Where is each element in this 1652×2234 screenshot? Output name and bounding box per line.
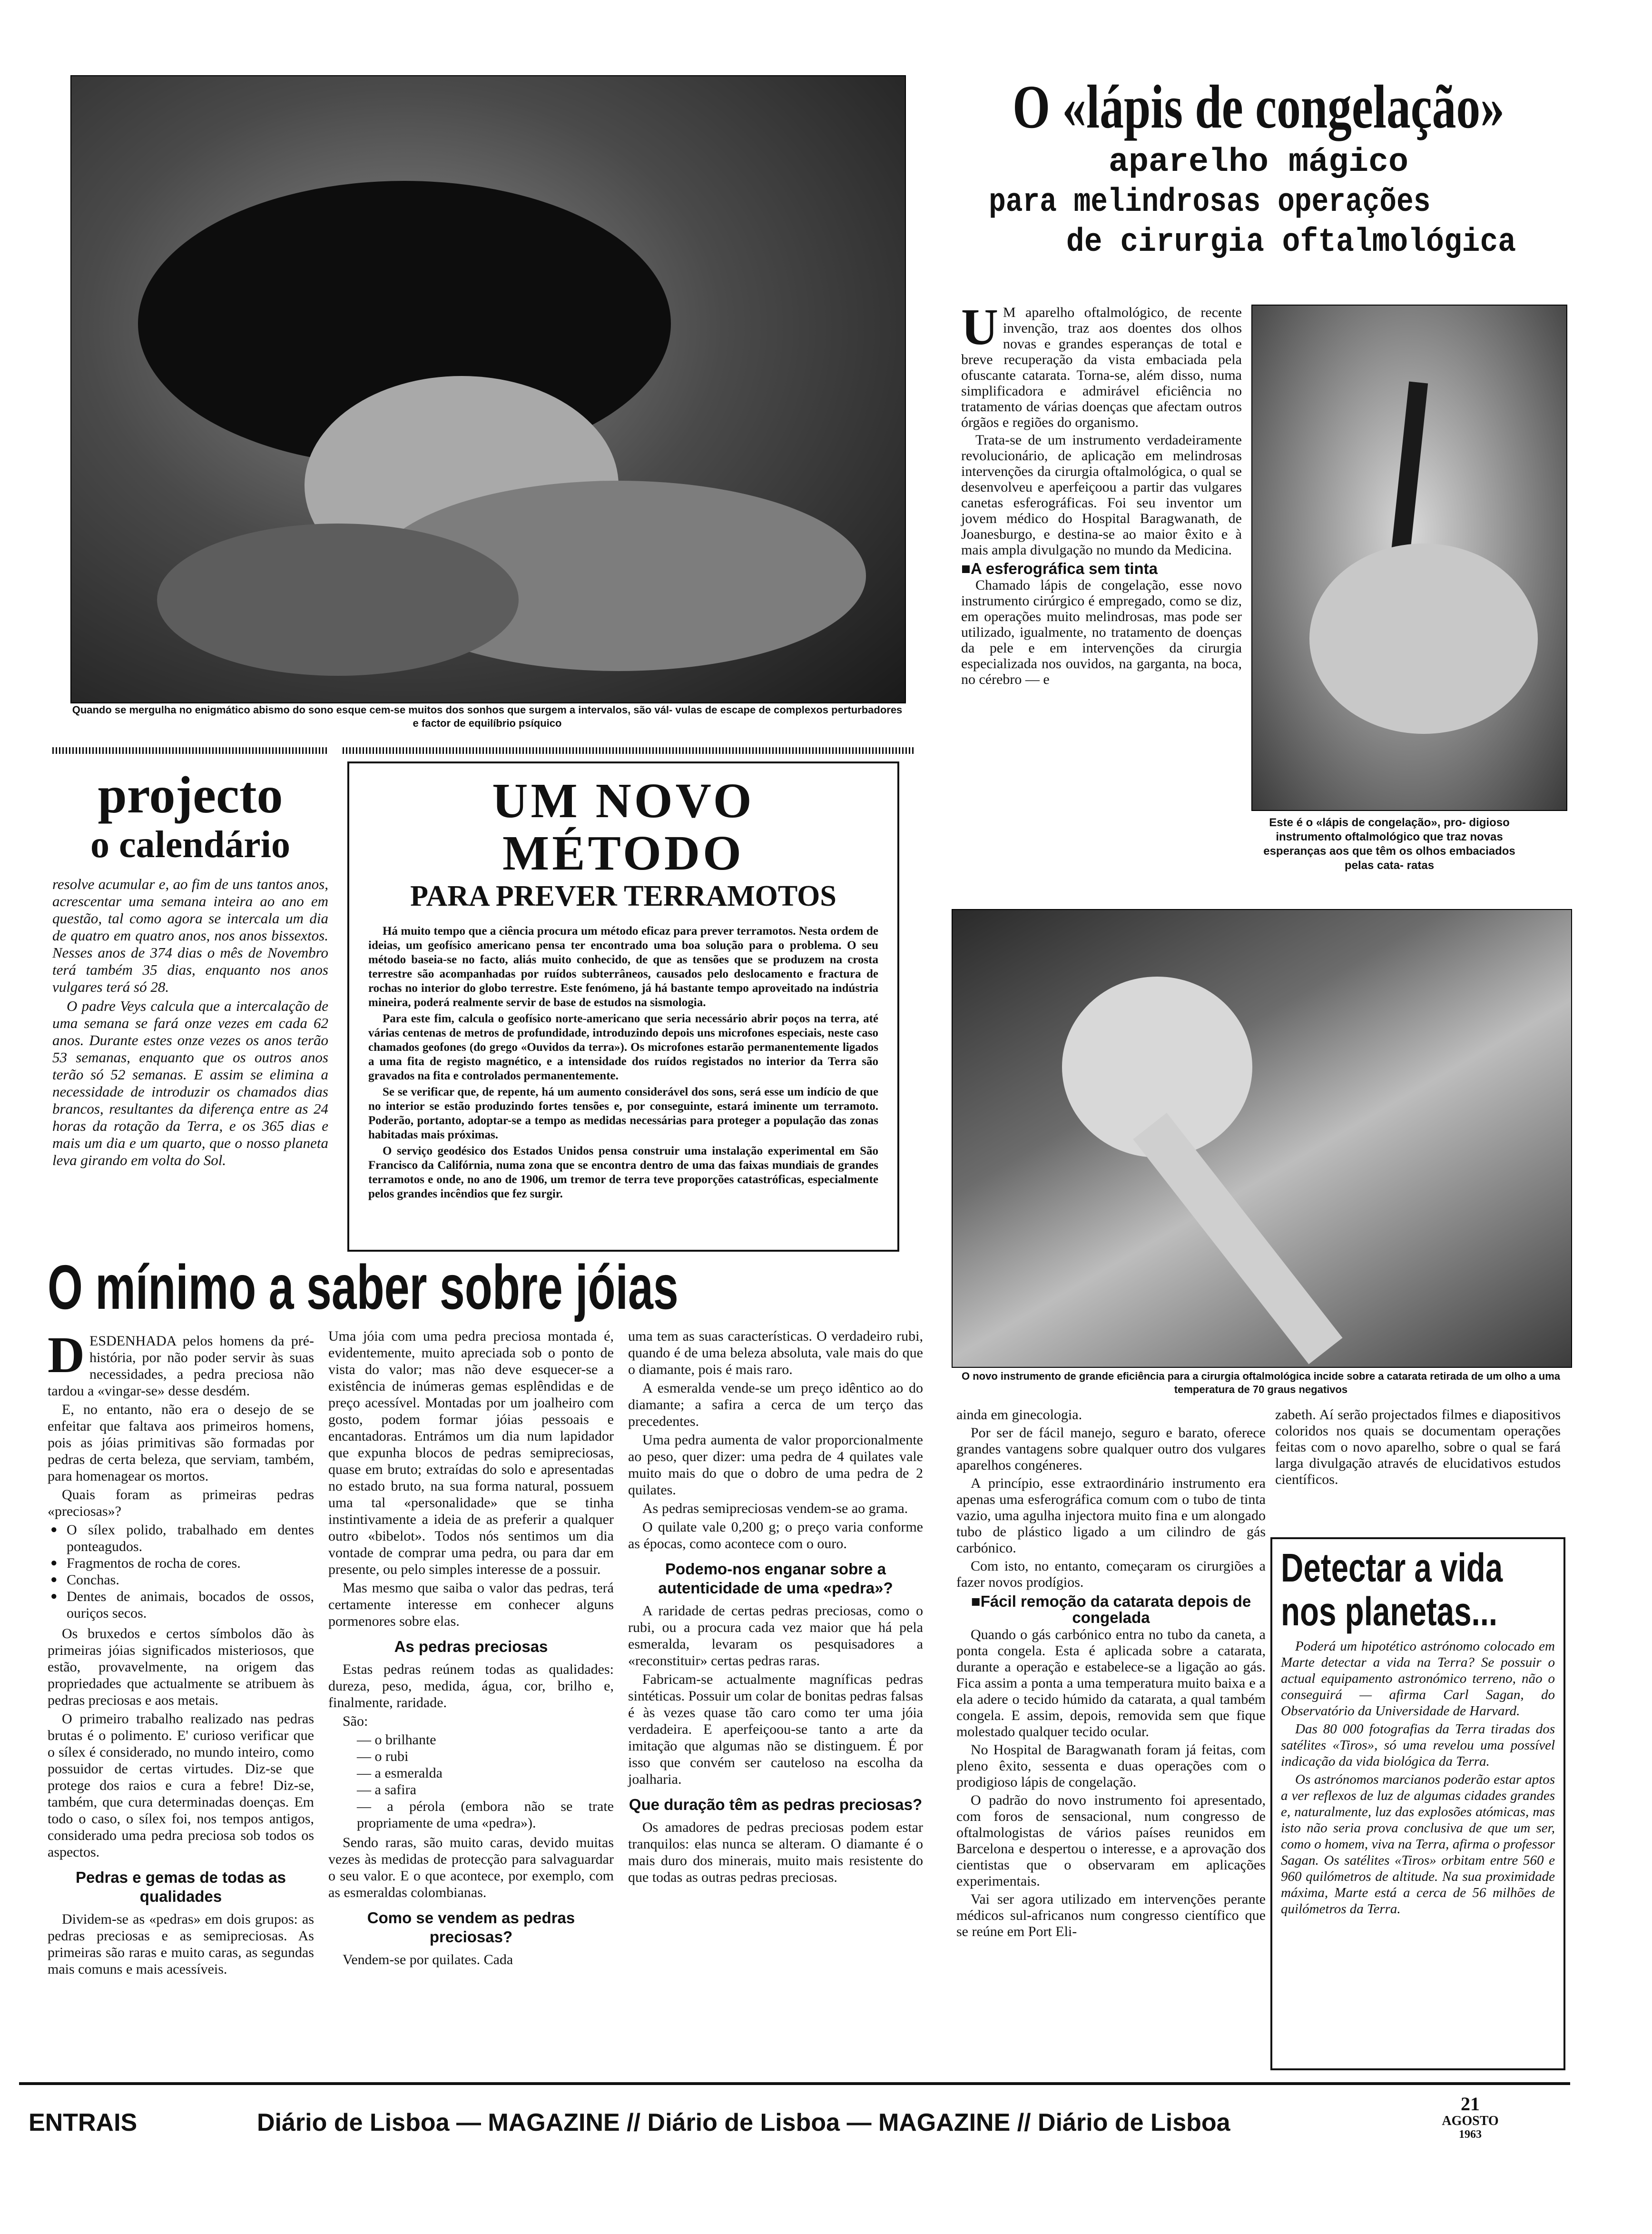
lapis-column-3 — [1275, 1407, 1561, 1490]
footer-left-label: ENTRAIS — [29, 2109, 138, 2136]
jewels-c1-subhead: Pedras e gemas de todas as qualidades — [75, 1868, 286, 1905]
lapis-head-esferografica: ■ A esferográfica sem tinta — [961, 561, 1242, 576]
list-item: ● O sílex polido, trabalhado em dentes ponteagudos. — [67, 1522, 314, 1555]
sleeping-woman-illustration — [71, 76, 905, 702]
lapis-para-1: M aparelho oftalmológico, de recente invenção, traz aos doentes dos olhos novas e grandes esperanças de total e breve recuperação da vista embaciada pela ofuscante catarata. Torna-se, além disso, numa simplificadora e admirável eficiência no tratamento de várias doenças que afectam outros órgãos e regiões do organismo. — [961, 305, 1242, 430]
lapis-col2-para-6: No Hospital de Baragwanath foram já feitas, com pleno êxito, sessenta e duas operações com o prodigioso lápis de congelação. — [956, 1742, 1266, 1790]
life-para-2: Das 80 000 fotografias da Terra tiradas dos satélites «Tiros», só uma revelou uma possível indicação da vida biológica da Terra. — [1281, 1721, 1555, 1769]
dotted-rule-left — [52, 747, 328, 754]
lapis-title: O «lápis de congelação» — [1013, 73, 1504, 141]
jewels-c1-para-2: E, no entanto, não era o desejo de se enfeitar que faltava aos primeiros homens, pois as jóias primitivas são formadas por pedras de certa beleza, que serviam, também, para homenagear os mortos. — [48, 1402, 314, 1484]
lapis-col2-para-7: O padrão do novo instrumento foi apresentado, com foros de sensacional, num congresso de oftalmologistas de vários países reunidos em Barcelona e despertou o interesse, e a aprovação dos cientistas que o observaram em aplicações experimentais. — [956, 1792, 1266, 1889]
jewels-c2-para-2: Mas mesmo que saiba o valor das pedras, terá certamente interesse em conhecer alguns pormenores sobre elas. — [328, 1580, 614, 1629]
quake-para-3: Se se verificar que, de repente, há um aumento considerável dos sons, será esse um indício de que no interior se estão produzindo fortes tensões e, por conseguinte, estará iminente um terramoto. Poderão, portanto, adoptar-se a tempo as medidas necessárias para proteger a população das zonas habitadas mais próximas. — [368, 1086, 878, 1141]
jewels-c3-para-5: O quilate vale 0,200 g; o preço varia conforme as épocas, como acontece com o ouro. — [628, 1519, 923, 1552]
jewels-column-1 — [48, 1327, 314, 1979]
calendar-headline — [52, 766, 328, 866]
quake-para-1: Há muito tempo que a ciência procura um método eficaz para prever terramotos. Nesta ordem de ideias, um geofísico americano pensa ter encontrado uma boa solução para o problema. O seu método baseia-se no facto, aliás muito conhecido, de que as tensões que se produzem na crosta terrestre são acompanhadas por ruídos subterrâneos, causados pelo deslocamento e fractura de rochas no interior do globo terrestre. Este fenómeno, já há bastante tempo aproveitado na indústria mineira, poderá realmente servir de base de estudos na sismologia. — [368, 925, 878, 1009]
footer-date-year: 1963 — [1459, 2128, 1482, 2141]
jewels-precious-list — [328, 1731, 614, 1831]
calendar-para-2: O padre Veys calcula que a intercalação de uma semana se fará onze vezes em cada 62 anos. Durante estes onze vezes os anos terão 53 semanas, enquanto que os outros anos terão só 52 semanas. E assim se elimina a necessidade de introduzir os chamados dias brancos, resultantes da diferença entre as 24 horas da rotação da Terra, e os 365 dias e mais um dia e um quarto, que o nosso planeta leva girando em volta do Sol. — [52, 998, 328, 1168]
jewels-c1-para-3: Quais foram as primeiras pedras «preciosas»? — [48, 1487, 314, 1519]
footer-date-day: 21 — [1461, 2093, 1480, 2115]
cryo-probe-illustration — [953, 910, 1571, 1367]
jewels-c1-para-5: O primeiro trabalho realizado nas pedras brutas é o polimento. E' curioso verificar que o sílex é considerado, no mundo inteiro, como possuidor de certas virtudes. Diz-se que protege dos raios e cura a febre! Diz-se, também, que cura determinadas doenças. Em todo o caso, o sílex foi, nos tempos antigos, considerado uma pedra preciosa sob todos os aspectos. — [48, 1711, 314, 1860]
jewels-first-stones-list — [48, 1522, 314, 1621]
quake-para-4: O serviço geodésico dos Estados Unidos pensa construir uma instalação experimental em São Francisco da Califórnia, numa zona que se encontra dentro de uma das faixas mundiais de grandes terramotos e onde, no ano de 1906, um tremor de terra teve proporções catastróficas, especialmente pelos grandes incêndios que fez surgir. — [368, 1145, 878, 1200]
jewels-c3-para-2: A esmeralda vende-se um preço idêntico ao do diamante; a safira a cerca de um terço das precedentes. — [628, 1380, 923, 1429]
lapis-col2-para-1: ainda em ginecologia. — [956, 1407, 1082, 1423]
sleeping-woman-photo — [70, 75, 906, 703]
lapis-headline — [933, 71, 1584, 263]
jewels-c2-para-3: Estas pedras reúnem todas as qualidades: dureza, peso, medida, água, cor, brilho e, finalmente, raridade. — [328, 1661, 614, 1710]
jewels-c1-para-4: Os bruxedos e certos símbolos dão às primeiras jóias significados misteriosos, que estão, provavelmente, na origem das propriedades que actualmente se atribuem às pedras preciosas e aos metais. — [48, 1626, 314, 1708]
jewels-c2-para-1: Uma jóia com uma pedra preciosa montada é, evidentemente, muito apreciada sob o ponto de vista do valor; mas não deve esquecer-se a existência de inúmeras gemas esplêndidas e de preço acessível. Montadas por um joalheiro com gosto, podem formar jóias pessoais e encantadoras. Entrámos um dia num lapidador que expunha blocos de pedras semipreciosas, quase em bruto; extraídas do solo e apresentadas no estado bruto, na sua forma natural, possuem uma tal «personalidade» que se tinha instintivamente a ideia de as preferir a qualquer outro «bibelot». Todos nós sentimos um dia vontade de comprar uma pedra, ou para dar em presente, ou pelo simples interesse de a possuir. — [328, 1328, 614, 1577]
calendar-body — [52, 876, 328, 1171]
life-body — [1281, 1638, 1555, 1917]
lapis-hand-photo — [1251, 305, 1567, 811]
jewels-c2-subhead-2: Como se vendem as pedras preciosas? — [367, 1909, 575, 1946]
life-para-3: Os astrónomos marcianos poderão estar aptos a ver reflexos de luz de algumas cidades grandes e, naturalmente, luz das explosões atómicas, mas isto não seria prova conclusiva de que um ser, como o homem, viva na Terra, afirma o professor Sagan. Os satélites «Tiros» orbitam entre 560 e 960 quilómetros de altitude. Na sua proximidade máxima, Marte está a cerca de 56 milhões de quilómetros da Terra. — [1281, 1772, 1555, 1917]
footer-rule — [19, 2082, 1570, 2085]
lapis-col2-para-5: Quando o gás carbónico entra no tubo da caneta, a ponta congela. Esta é aplicada sobre a catarata, durante a operação e estabelece-se a ligação ao gás. Fica assim a ponta a uma temperatura muito baixa e a ela adere o tecido húmido da catarata, a qual também congela. E assim, depois, removida sem que fique molestado qualquer tecido ocular. — [956, 1627, 1266, 1740]
lapis-col3-para-1: zabeth. Aí serão projectados filmes e diapositivos coloridos nos quais se documentam operações feitas com o novo aparelho, sobre o qual se fará larga divulgação através de elucidativos estudos científicos. — [1275, 1407, 1561, 1487]
calendar-para-1: resolve acumular e, ao fim de uns tantos anos, acrescentar uma semana inteira ao ano em questão, tal como agora se intercala um dia de quatro em quatro anos, nos anos bissextos. Nesses anos de 374 dias o mês de Novembro terá também 35 dias, enquanto nos anos vulgares terá só 28. — [52, 876, 328, 995]
list-item: ● Fragmentos de rocha de cores. — [67, 1555, 314, 1572]
jewels-c3-para-8: Os amadores de pedras preciosas podem estar tranquilos: elas nunca se alteram. O diamante é o mais duro dos minerais, muito mais resistente do que todas as outras pedras preciosas. — [628, 1819, 923, 1885]
lapis-col2-para-3: A princípio, esse extraordinário instrumento era apenas uma esferográfica comum com o tubo de tinta vazio, uma agulha injectora muito fina e um alongado tubo de plástico ligado a um cilindro de gás carbónico. — [956, 1475, 1266, 1556]
lapis-hand-caption: Este é o «lápis de congelação», pro- digioso instrumento oftalmológico que traz novas esperanças aos que têm os olhos embaciados pelas cata- ratas — [1263, 816, 1515, 872]
jewels-c3-subhead-1: Podemo-nos enganar sobre a autenticidade de uma «pedra»? — [658, 1560, 893, 1597]
lapis-probe-caption: O novo instrumento de grande eficiência para a cirurgia oftalmológica incide sobre a catarata retirada de um olho a uma temperatura de 70 graus negativos — [961, 1370, 1560, 1395]
lapis-para-2: Trata-se de um instrumento verdadeiramente revolucionário, de aplicação em melindrosas intervenções da cirurgia oftalmológica, o qual se desenvolveu e aperfeiçoou a partir das vulgares canetas esferográficas. Foi seu inventor um jovem médico do Hospital Baragwanath, de Joanesburgo, e destina-se ao maior êxito e à mais ampla divulgação no mundo da Medicina. — [961, 432, 1242, 558]
list-item: — a safira — [357, 1781, 614, 1798]
jewels-c2-para-5: Sendo raras, são muito caras, devido muitas vezes às medidas de protecção para salvaguardar o seu valor. E o que acontece, por exemplo, com as esmeraldas colombianas. — [328, 1835, 614, 1900]
lapis-para-3: Chamado lápis de congelação, esse novo instrumento cirúrgico é empregado, como se diz, em operações muito melindrosas, mas pode ser utilizado, igualmente, no tratamento de doenças da pele e em intervenções da cirurgia especializada nos ouvidos, na garganta, na boca, no cérebro — e — [961, 577, 1242, 687]
lapis-col2-para-8: Vai ser agora utilizado em intervenções perante médicos sul-africanos num congresso científico que se reúne em Port Eli- — [956, 1891, 1266, 1939]
jewels-column-2 — [328, 1328, 614, 1970]
quake-para-2: Para este fim, calcula o geofísico norte-americano que seria necessário abrir poços na terra, até várias centenas de metros de profundidade, introduzindo depois uns microfones especiais, neste caso chamados geofones (do grego «Ouvidos da terra»). Os microfones estarão permanentemente ligados a uma fita de registo magnético, e a intensidade dos ruídos registados no interior da Terra são gravados na fita e controlados permanentemente. — [368, 1012, 878, 1082]
list-item: — a esmeralda — [357, 1765, 614, 1781]
lapis-subtitle-2: para melindrosas operações — [989, 184, 1431, 221]
jewels-c3-para-1: uma tem as suas características. O verdadeiro rubi, quando é de uma beleza absoluta, vale mais do que o diamante, pois é mais raro. — [628, 1328, 923, 1377]
lapis-dropcap: U — [961, 299, 998, 356]
calendar-title: projecto — [98, 766, 283, 824]
jewels-c1-para-1: ESDENHADA pelos homens da pré-história, por não poder servir às suas necessidades, a pedra preciosa não tardou a «vingar-se» desse desdém. — [48, 1333, 314, 1399]
lapis-column-2 — [956, 1407, 1266, 1942]
lapis-column-1 — [961, 299, 1242, 689]
quake-article-box — [347, 761, 899, 1252]
lapis-probe-photo — [952, 909, 1572, 1368]
list-item: — o rubi — [357, 1748, 614, 1765]
lapis-subtitle-3: de cirurgia oftalmológica — [1066, 224, 1516, 261]
list-item: ● Dentes de animais, bocados de ossos, ouriços secos. — [67, 1588, 314, 1621]
quake-body — [368, 924, 878, 1201]
list-item: — a pérola (embora não se trate propriamente de uma «pedra»). — [357, 1798, 614, 1831]
lapis-subtitle-1: aparelho mágico — [1108, 144, 1409, 181]
jewels-c3-subhead-2: Que duração têm as pedras preciosas? — [629, 1796, 923, 1813]
list-item: ● Conchas. — [67, 1572, 314, 1588]
hand-with-pen-illustration — [1252, 306, 1566, 810]
jewels-c3-para-6: A raridade de certas pedras preciosas, como o rubi, ou a procura cada vez maior que há pela esmeralda, levaram os pesquisadores a «reconstituir» certas pedras raras. — [628, 1603, 923, 1669]
footer-date-month: AGOSTO — [1442, 2114, 1499, 2128]
jewels-c1-para-6: Dividem-se as «pedras» em dois grupos: as pedras preciosas e as semipreciosas. As primeiras são raras e muito caras, as segundas mais comuns e mais acessíveis. — [48, 1911, 314, 1977]
life-para-1: Poderá um hipotético astrónomo colocado em Marte detectar a vida na Terra? Se possuir o actual equipamento astronómico terreno, não o conseguirá — afirma Carl Sagan, do Observatório da Universidade de Harvard. — [1281, 1639, 1555, 1719]
dotted-rule-middle — [343, 747, 914, 754]
jewels-column-3 — [628, 1328, 923, 1888]
lapis-col2-para-2: Por ser de fácil manejo, seguro e barato, oferece grandes vantagens sobre qualquer outro dos vulgares aparelhos congéneres. — [956, 1425, 1266, 1473]
footer-date — [1423, 2094, 1518, 2141]
jewels-c3-para-4: As pedras semipreciosas vendem-se ao grama. — [642, 1501, 908, 1516]
jewels-c3-para-3: Uma pedra aumenta de valor proporcionalmente ao peso, quer dizer: uma pedra de 4 quilates vale muito mais do que o dobro de uma pedra de 2 quilates. — [628, 1432, 923, 1498]
sleep-photo-caption: Quando se mergulha no enigmático abismo do sono esque cem-se muitos dos sonhos que surgem a intervalos, são vál- vulas de escape de complexos perturbadores e factor de equilíbrio psíquico — [72, 704, 903, 729]
jewels-c2-para-4: São: — [343, 1713, 368, 1729]
lapis-col2-para-4: Com isto, no entanto, começaram os cirurgiões a fazer novos prodígios. — [956, 1558, 1266, 1590]
footer-masthead: Diário de Lisboa — MAGAZINE // Diário de Lisboa — MAGAZINE // Diário de Lisboa — [257, 2109, 1230, 2136]
quake-subtitle: PARA PREVER TERRAMOTOS — [410, 880, 836, 912]
jewels-c2-subhead-1: As pedras preciosas — [394, 1638, 548, 1655]
jewels-title: O mínimo a saber sobre jóias — [48, 1252, 678, 1322]
life-article-box — [1270, 1537, 1565, 2070]
jewels-c2-para-6: Vendem-se por quilates. Cada — [343, 1952, 513, 1967]
jewels-dropcap: D — [48, 1327, 85, 1384]
calendar-subtitle: o calendário — [90, 824, 290, 866]
quake-title: UM NOVO MÉTODO — [492, 773, 755, 880]
lapis-head-remocao: ■ Fácil remoção da catarata depois de congelada — [956, 1593, 1266, 1626]
life-title: Detectar a vida nos planetas... — [1281, 1545, 1503, 1634]
list-item: — o brilhante — [357, 1731, 614, 1748]
jewels-c3-para-7: Fabricam-se actualmente magníficas pedras sintéticas. Possuir um colar de bonitas pedras falsas é às vezes quase tão caro como ter uma jóia verdadeira. E aperfeiçoou-se tanto a arte da imitação que algumas não se distinguem. É por isso que convém ser cauteloso na escolha da joalharia. — [628, 1671, 923, 1787]
